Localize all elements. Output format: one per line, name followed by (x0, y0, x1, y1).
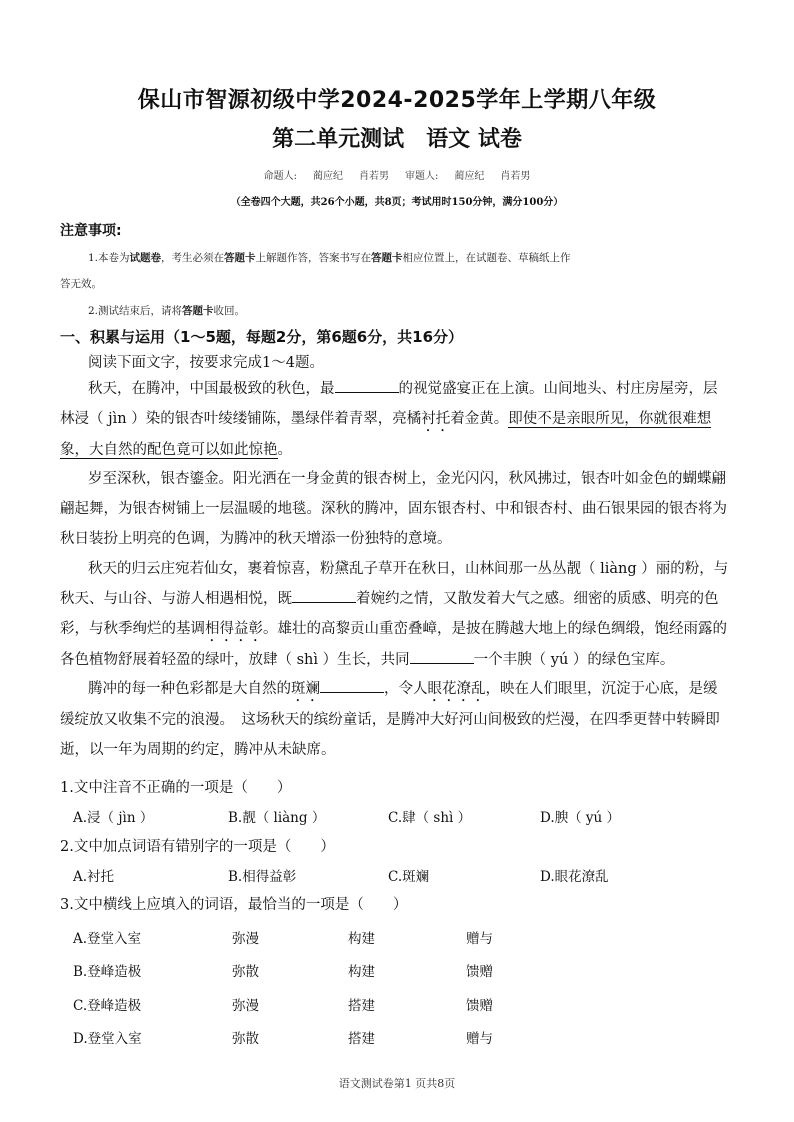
author-name: 肖若男 (359, 171, 389, 182)
option-word: 构建 (348, 931, 375, 947)
question-3-option-b[interactable]: B.登峰造极 (73, 964, 142, 980)
question-3-option-a[interactable]: A.登堂入室 (73, 931, 142, 947)
reviewer-label: 审题人: (405, 171, 439, 182)
underlined-sentence-cont: 你就很难想象，大自然的配色竟可以如此惊艳 (60, 411, 712, 458)
dotted-word: 斑斓 (291, 681, 320, 697)
page-footer: 语文测试卷第1 页共8页 (338, 1077, 456, 1090)
underlined-sentence: 即使不是亲眼所见， (508, 411, 639, 427)
question-1-option-b[interactable]: B.靓（ liàng ） (228, 810, 326, 826)
option-word: 馈赠 (466, 998, 493, 1014)
reviewer-name: 肖若男 (500, 171, 531, 182)
reading-intro: 阅读下面文字，按要求完成1～4题。 (88, 355, 324, 371)
option-word: 馈赠 (466, 964, 493, 980)
passage-paragraph-1: 秋天，在腾冲，中国最极致的秋色，最 的视觉盛宴正在上演。山间地头、村庄房屋旁，层林浸（ jìn ）染的银杏叶绫缕铺陈，墨绿伴着青翠，亮橘衬托着金黄。即使不是亲眼所见，你就很难想象，大自然的配色竟可以如此惊艳。 (60, 374, 730, 465)
question-2-stem: 2.文中加点词语有错别字的一项是（ ） (60, 839, 335, 855)
option-word: 构建 (348, 964, 375, 980)
question-3-option-d[interactable]: D.登堂入室 (73, 1031, 142, 1047)
notice-item-1-cont: 答无效。 (60, 278, 102, 290)
dotted-word: 衬托 (421, 411, 451, 427)
option-word: 搭建 (348, 998, 375, 1014)
question-2-option-a[interactable]: A.衬托 (73, 869, 115, 885)
section-1-heading: 一、积累与运用（1～5题，每题2分，第6题6分，共16分） (60, 328, 464, 346)
notice-item-2: 2.测试结束后，请将答题卡收回。 (88, 305, 246, 317)
answer-blank (410, 649, 474, 664)
passage-paragraph-2: 岁至深秋，银杏鎏金。阳光洒在一身金黄的银杏树上，金光闪闪，秋风拂过，银杏叶如金色的蝴蝶翩翩起舞，为银杏树铺上一层温暖的地毯。深秋的腾冲，固东银杏村、中和银杏村、曲石银果园的银杏将为秋日装扮上明亮的色调，为腾冲的秋天增添一份独特的意境。 (60, 471, 727, 547)
authors-line (0, 167, 794, 182)
author-label: 命题人: (263, 171, 297, 182)
question-1-option-c[interactable]: C.肆（ shì ） (388, 810, 472, 826)
question-2-option-d[interactable]: D.眼花潦乱 (540, 869, 609, 885)
reviewer-name: 蔺应纪 (454, 171, 485, 182)
question-1-stem: 1.文中注音不正确的一项是（ ） (60, 780, 292, 796)
exam-title-line2: 第二单元测试 语文 试卷 (272, 127, 522, 152)
question-3-stem: 3.文中横线上应填入的词语，最恰当的一项是（ ） (60, 897, 408, 913)
question-1-option-a[interactable]: A.浸（ jìn ） (73, 810, 154, 826)
option-word: 弥散 (232, 1031, 259, 1047)
dotted-word: 相得益彰 (205, 621, 263, 637)
question-2-option-c[interactable]: C.斑斓 (388, 869, 430, 885)
option-word: 弥漫 (232, 998, 259, 1014)
option-word: 弥散 (232, 964, 259, 980)
option-word: 赠与 (466, 931, 493, 947)
passage-paragraph-3: 秋天的归云庄宛若仙女，裹着惊喜，粉黛乱子草开在秋日，山林间那一丛丛靓（ liàng ）丽的粉，与秋天、与山谷、与游人相遇相悦，既 着婉约之情，又散发着大气之感。细密的质感、明亮的色彩，与秋季绚烂的基调相得益彰。雄壮的高黎贡山重峦叠嶂，是披在腾越大地上的绿色绸缎，饱经雨露的各色植物舒展着轻盈的绿叶，放肆（ shì ）生长，共同 一个丰腴（ yú ）的绿色宝库。 (60, 561, 729, 668)
option-word: 搭建 (348, 1031, 375, 1047)
question-3-option-c[interactable]: C.登峰造极 (73, 998, 142, 1014)
notice-item-1: 1.本卷为试题卷，考生必须在答题卡上解题作答，答案书写在答题卡相应位置上，在试题卷、草稿纸上作 (88, 252, 571, 264)
option-word: 弥漫 (232, 931, 259, 947)
author-name: 蔺应纪 (313, 171, 343, 182)
answer-blank (320, 678, 384, 693)
question-1-option-d[interactable]: D.腴（ yú ） (540, 810, 621, 826)
dotted-word: 眼花潦乱 (427, 681, 486, 697)
exam-title-line1: 保山市智源初级中学2024-2025学年上学期八年级 (137, 88, 657, 113)
answer-blank (335, 378, 399, 393)
option-word: 赠与 (466, 1031, 493, 1047)
notice-heading: 注意事项: (60, 223, 122, 239)
exam-scope: （全卷四个大题，共26个小题，共8页；考试用时150分钟，满分100分） (230, 197, 564, 208)
answer-blank (292, 588, 356, 603)
passage-paragraph-4: 腾冲的每一种色彩都是大自然的斑斓 ，令人眼花潦乱，映在人们眼里，沉淀于心底，是缓缓绽放又收集不完的浪漫。 这场秋天的缤纷童话，是腾冲大好河山间极致的烂漫，在四季更替中转瞬即逝，以一年为周期的约定，腾冲从未缺席。 (60, 674, 730, 765)
question-2-option-b[interactable]: B.相得益彰 (228, 869, 297, 885)
